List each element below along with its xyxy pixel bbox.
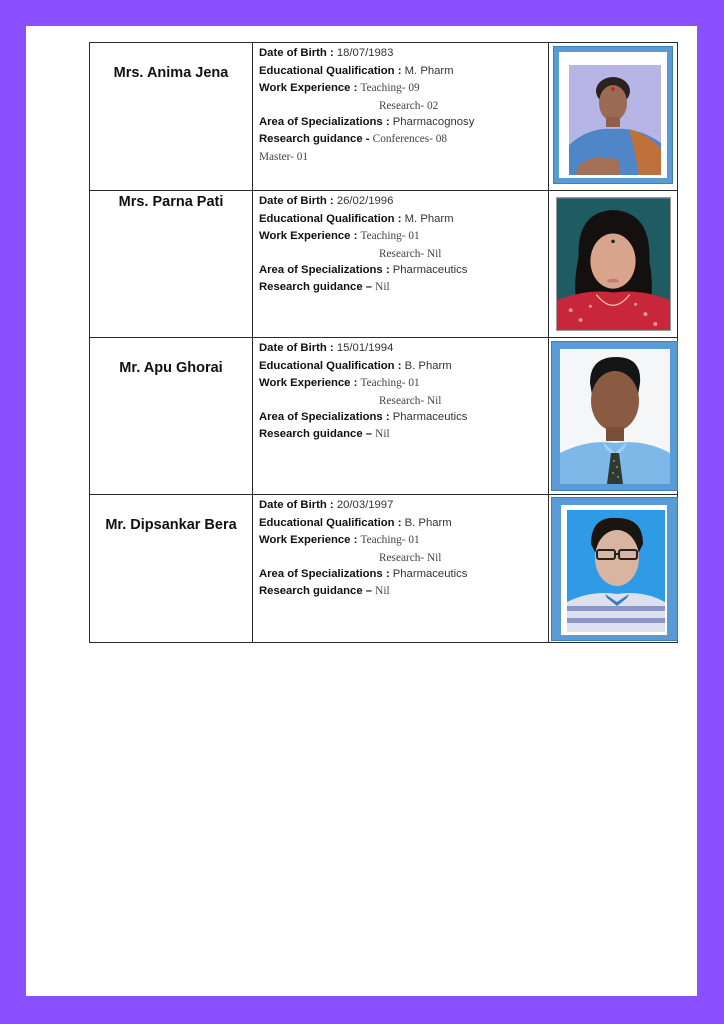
dob-value: 18/07/1983 [336, 47, 394, 59]
qualification-label: Educational Qualification : [259, 359, 402, 372]
guidance-label: Research guidance [259, 428, 363, 441]
guidance-separator: – [362, 585, 376, 598]
dob-value: 26/02/1996 [336, 195, 394, 207]
faculty-name: Mr. Apu Ghorai [119, 360, 223, 376]
info-cell [253, 338, 549, 495]
portrait-woman-icon [569, 65, 661, 175]
teaching-value: Teaching- 09 [360, 82, 420, 95]
guidance-label: Research guidance [259, 133, 363, 146]
guidance-value: Nil [375, 428, 390, 441]
research-value: Research- Nil [379, 247, 442, 260]
photo-cell [549, 191, 678, 338]
dob-label: Date of Birth : [259, 499, 334, 511]
teaching-value: Teaching- 01 [360, 534, 420, 547]
research-value: Research- 02 [379, 99, 439, 112]
guidance-separator: - [362, 133, 373, 146]
guidance-extra: Master- 01 [259, 150, 309, 163]
guidance-value: Conferences- 08 [372, 133, 447, 146]
experience-label: Work Experience : [259, 534, 358, 547]
experience-label: Work Experience : [259, 377, 358, 390]
dob-value: 15/01/1994 [336, 342, 394, 354]
qualification-label: Educational Qualification : [259, 212, 402, 225]
specialization-value: Pharmaceutics [392, 410, 468, 423]
research-value: Research- Nil [379, 551, 442, 564]
portrait-photo [567, 510, 665, 632]
name-cell [90, 495, 253, 643]
specialization-label: Area of Specializations : [259, 567, 390, 580]
specialization-label: Area of Specializations : [259, 410, 390, 423]
table-row [90, 338, 678, 495]
info-cell [253, 43, 549, 191]
faculty-name: Mrs. Anima Jena [113, 65, 229, 81]
qualification-value: B. Pharm [404, 359, 452, 372]
dob-value: 20/03/1997 [336, 499, 394, 511]
teaching-value: Teaching- 01 [360, 377, 420, 390]
experience-label: Work Experience : [259, 230, 358, 243]
qualification-label: Educational Qualification : [259, 516, 402, 529]
qualification-value: M. Pharm [404, 212, 454, 225]
name-cell [90, 338, 253, 495]
dob-label: Date of Birth : [259, 342, 334, 354]
photo-cell [549, 43, 678, 191]
experience-label: Work Experience : [259, 82, 358, 95]
qualification-label: Educational Qualification : [259, 64, 402, 77]
qualification-value: M. Pharm [404, 64, 454, 77]
portrait-photo [569, 65, 661, 175]
specialization-value: Pharmaceutics [392, 263, 468, 276]
info-cell [253, 191, 549, 338]
guidance-separator: – [362, 428, 376, 441]
portrait-photo [560, 349, 670, 484]
faculty-table [89, 42, 678, 643]
dob-label: Date of Birth : [259, 195, 334, 207]
portrait-photo [556, 197, 671, 331]
table-row [90, 495, 678, 643]
portrait-man-icon [560, 349, 670, 484]
guidance-value: Nil [375, 281, 390, 294]
info-cell [253, 495, 549, 643]
specialization-label: Area of Specializations : [259, 115, 390, 128]
faculty-name: Mr. Dipsankar Bera [105, 517, 237, 533]
qualification-value: B. Pharm [404, 516, 452, 529]
photo-cell [549, 338, 678, 495]
photo-cell [549, 495, 678, 643]
guidance-value: Nil [375, 585, 390, 598]
document-page [26, 26, 697, 996]
faculty-name: Mrs. Parna Pati [118, 194, 224, 210]
guidance-separator: – [362, 281, 376, 294]
specialization-label: Area of Specializations : [259, 263, 390, 276]
name-cell [90, 191, 253, 338]
dob-label: Date of Birth : [259, 47, 334, 59]
portrait-woman-icon [557, 198, 670, 330]
teaching-value: Teaching- 01 [360, 230, 420, 243]
guidance-label: Research guidance [259, 281, 363, 294]
specialization-value: Pharmacognosy [392, 115, 475, 128]
specialization-value: Pharmaceutics [392, 567, 468, 580]
portrait-man-icon [567, 510, 665, 632]
research-value: Research- Nil [379, 394, 442, 407]
table-row [90, 43, 678, 191]
name-cell [90, 43, 253, 191]
table-row [90, 191, 678, 338]
guidance-label: Research guidance [259, 585, 363, 598]
